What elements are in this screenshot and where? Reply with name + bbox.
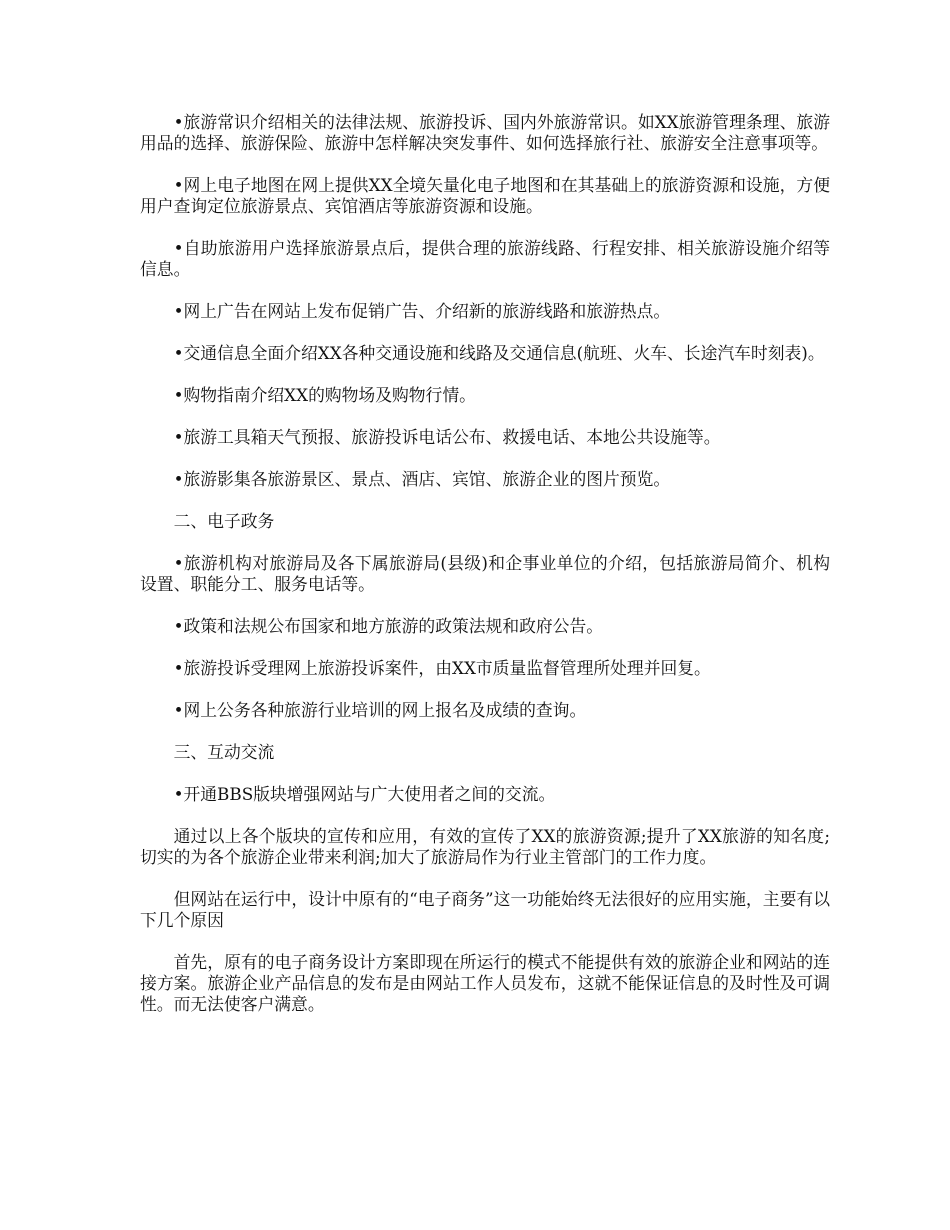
- paragraph-self-guided-travel: •自助旅游用户选择旅游景点后，提供合理的旅游线路、行程安排、相关旅游设施介绍等信息。: [140, 238, 830, 279]
- paragraph-travel-album: •旅游影集各旅游景区、景点、酒店、宾馆、旅游企业的图片预览。: [173, 469, 671, 489]
- section-heading-e-government: 二、电子政务: [173, 511, 275, 531]
- paragraph-policies-regulations: •政策和法规公布国家和地方旅游的政策法规和政府公告。: [173, 616, 604, 636]
- paragraph-summary: 通过以上各个版块的宣传和应用，有效的宣传了XX的旅游资源;提升了XX旅游的知名度;切实的为各个旅游企业带来利润;加大了旅游局作为行业主管部门的工作力度。: [140, 826, 830, 867]
- paragraph-online-affairs: •网上公务各种旅游行业培训的网上报名及成绩的查询。: [173, 700, 587, 720]
- paragraph-transport-info: •交通信息全面介绍XX各种交通设施和线路及交通信息(航班、火车、长途汽车时刻表)。: [173, 343, 825, 363]
- section-heading-interaction: 三、互动交流: [173, 742, 275, 762]
- paragraph-bbs: •开通BBS版块增强网站与广大使用者之间的交流。: [173, 784, 556, 804]
- paragraph-problems-intro: 但网站在运行中，设计中原有的“电子商务”这一功能始终无法很好的应用实施，主要有以下几个原因: [140, 889, 830, 930]
- paragraph-travel-toolbox: •旅游工具箱天气预报、旅游投诉电话公布、救援电话、本地公共设施等。: [173, 427, 721, 447]
- paragraph-online-ads: •网上广告在网站上发布促销广告、介绍新的旅游线路和旅游热点。: [173, 301, 671, 321]
- paragraph-first-reason: 首先，原有的电子商务设计方案即现在所运行的模式不能提供有效的旅游企业和网站的连接方案。旅游企业产品信息的发布是由网站工作人员发布，这就不能保证信息的及时性及可调性。而无法使客户满意。: [140, 952, 830, 1014]
- paragraph-complaint-handling: •旅游投诉受理网上旅游投诉案件，由XX市质量监督管理所处理并回复。: [173, 658, 711, 678]
- paragraph-travel-knowledge: •旅游常识介绍相关的法律法规、旅游投诉、国内外旅游常识。如XX旅游管理条理、旅游用品的选择、旅游保险、旅游中怎样解决突发事件、如何选择旅行社、旅游安全注意事项等。: [140, 112, 830, 153]
- paragraph-travel-agencies: •旅游机构对旅游局及各下属旅游局(县级)和企事业单位的介绍，包括旅游局简介、机构设置、职能分工、服务电话等。: [140, 553, 830, 594]
- paragraph-shopping-guide: •购物指南介绍XX的购物场及购物行情。: [173, 385, 476, 405]
- paragraph-online-map: •网上电子地图在网上提供XX全境矢量化电子地图和在其基础上的旅游资源和设施，方便用户查询定位旅游景点、宾馆酒店等旅游资源和设施。: [140, 175, 830, 216]
- document-body: [140, 112, 830, 1015]
